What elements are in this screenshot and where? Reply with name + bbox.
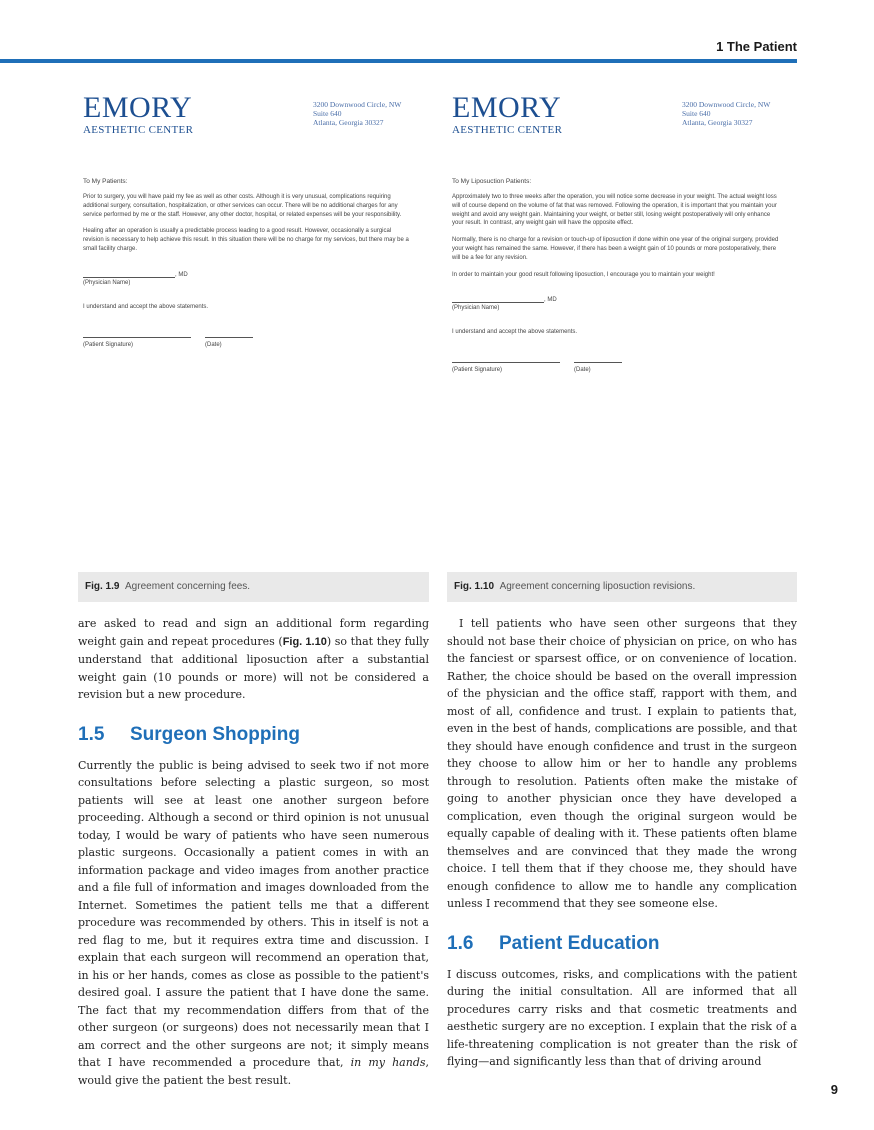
letter-paragraph: Approximately two to three weeks after the operation, you will notice some decrease in your weight. The actual weight loss will of course depend on the volume of fat that was removed. Following the operation, it is important that you maintain your weight and avoid any weight gain. Maintaining your weight, or better still, losing weight postoperatively will only enhance your result. In contrast, any weight gain will have the opposite effect. bbox=[452, 194, 777, 227]
italic-text: in my hands bbox=[350, 1056, 426, 1069]
caption-label: Fig. 1.10 bbox=[454, 581, 495, 592]
address-line: Suite 640 bbox=[313, 109, 342, 118]
address-line: Suite 640 bbox=[682, 109, 711, 118]
acceptance-statement: I understand and accept the above statements. bbox=[83, 303, 209, 310]
emory-logo-subtitle: AESTHETIC CENTER bbox=[452, 124, 563, 136]
body-paragraph: I tell patients who have seen other surgeons that they should not base their choice of physician on price, on who has the fanciest or sparsest office, or on convenience of location. Rather, the choice should be based on the overall impression of the physician and the office staff, rapport with them, and most of all, confidence and trust. I explain to patients that, even in the best of hands, complications are possible, and that they should have enough confidence and trust in the surgeon they choose to allow him or her to handle any problems through to resolution. Patients often make the mistake of going to another physician once they have developed a complication, even though the original surgeon would be equally capable of dealing with it. These patients often blame themselves and are convinced that they made the wrong choice. I tell them that if they choose me, they should have enough confidence to allow me to handle any complication unless I recommend that they see someone else. bbox=[447, 617, 797, 910]
text-run: , would give the patient the best result. bbox=[78, 1056, 430, 1087]
section-title: Patient Education bbox=[499, 932, 660, 954]
address-line: 3200 Downwood Circle, NW bbox=[313, 100, 402, 109]
text-run: ) so that they fully understand that additional liposuction after a substantial weight gain (10 pounds or more) will not be considered a revision but a new procedure. bbox=[78, 634, 429, 701]
body-paragraph: I discuss outcomes, risks, and complications with the patient during the initial consultation. All are informed that all procedures carry risks and that cosmetic treatments and aesthetic surgery are no exception. I explain that the risk of a life-threatening complication is not greater than the risk of flying—and significantly less than that of driving around bbox=[447, 967, 797, 1068]
letter-greeting: To My Liposuction Patients: bbox=[452, 178, 532, 185]
section-number: 1.5 bbox=[78, 723, 105, 745]
patient-signature-label: (Patient Signature) bbox=[452, 367, 503, 374]
address-block bbox=[313, 100, 401, 127]
section-heading bbox=[447, 933, 797, 955]
page-number: 9 bbox=[830, 1082, 838, 1097]
md-suffix: , MD bbox=[175, 271, 188, 278]
md-suffix: , MD bbox=[544, 297, 557, 304]
patient-signature-labels bbox=[83, 342, 423, 348]
physician-name-label: (Physician Name) bbox=[452, 305, 500, 312]
address-block bbox=[682, 100, 770, 127]
patient-signature-lines bbox=[452, 359, 792, 365]
figure-1-10-form bbox=[452, 92, 792, 373]
text-run: Currently the public is being advised to seek two if not more consultations before selecting a plastic surgeon, so most patients will see at least one another surgeon before proceeding. Although a second or third opinion is not unusual today, I would be wary of patients who have seen numerous plastic surgeons. Occasionally a patient comes in with an information package and video images from another practice and a file full of information and images downloaded from the Internet. Sometimes the patient tells me that a different procedure was recommended by others. This in itself is not a red flag to me, but it requires extra time and discussion. I explain that each surgeon will recommend an operation that, in his or her hands, comes as close as possible to the patient's desired goal. I assure the patient that I have done the same. The fact that my recommendation differs from that of the other surgeon (or surgeons) does not necessarily mean that I am correct and the other surgeons are not; it simply means that I have recommended a procedure that, bbox=[78, 758, 429, 1069]
physician-signature-line bbox=[452, 297, 792, 303]
body-paragraph bbox=[78, 615, 429, 704]
patient-signature-label: (Patient Signature) bbox=[83, 341, 134, 348]
letter-paragraph: In order to maintain your good result following liposuction, I encourage you to maintain your weight! bbox=[452, 271, 715, 278]
section-number: 1.6 bbox=[447, 932, 474, 954]
figure-caption bbox=[78, 572, 429, 602]
caption-text: Agreement concerning fees. bbox=[125, 581, 251, 592]
letter-paragraph: Healing after an operation is usually a predictable process leading to a good result. However, occasionally a surgical revision is necessary to help achieve this result. In this situation there will be no charge for my services, but there may be a small facility charge. bbox=[83, 228, 409, 252]
figure-caption bbox=[447, 572, 797, 602]
physician-name-label: (Physician Name) bbox=[83, 279, 131, 286]
emory-logo-title: EMORY bbox=[83, 91, 193, 124]
address-line: Atlanta, Georgia 30327 bbox=[682, 118, 753, 127]
running-head: 1 The Patient bbox=[716, 39, 797, 54]
patient-signature-labels bbox=[452, 367, 792, 373]
figure-reference-link[interactable]: Fig. 1.10 bbox=[282, 635, 327, 648]
section-title: Surgeon Shopping bbox=[130, 723, 300, 745]
figure-1-9-form bbox=[83, 92, 423, 348]
section-heading bbox=[78, 724, 429, 746]
text-run: are asked to read and sign an additional form regarding weight gain and repeat procedures ( bbox=[78, 617, 429, 648]
emory-logo-subtitle: AESTHETIC CENTER bbox=[83, 124, 194, 136]
caption-label: Fig. 1.9 bbox=[85, 581, 120, 592]
right-text-column bbox=[447, 615, 797, 1071]
letter-greeting: To My Patients: bbox=[83, 178, 128, 185]
date-label: (Date) bbox=[574, 367, 591, 374]
left-text-column bbox=[78, 615, 429, 1089]
letter-paragraph: Prior to surgery, you will have paid my fee as well as other costs. Although it is very unusual, complications requiring additional surgery, consultation, hospitalization, or other services can occur. There will be no additional charges for any service performed by me or the staff. However, any other doctor, hospital, or related expenses will be your responsibility. bbox=[83, 194, 402, 218]
physician-signature-line bbox=[83, 272, 423, 278]
letter-paragraph: Normally, there is no charge for a revision or touch-up of liposuction if done within one year of the original surgery, provided your weight has remained the same. However, if there has been a weight gain of 10 pounds or more postoperatively, there will be a fee for any revision. bbox=[452, 237, 779, 261]
header-rule bbox=[0, 59, 797, 63]
acceptance-statement: I understand and accept the above statements. bbox=[452, 329, 578, 336]
body-paragraph bbox=[78, 757, 429, 1090]
address-line: 3200 Downwood Circle, NW bbox=[682, 100, 771, 109]
patient-signature-lines bbox=[83, 334, 423, 340]
address-line: Atlanta, Georgia 30327 bbox=[313, 118, 384, 127]
date-label: (Date) bbox=[205, 341, 222, 348]
caption-text: Agreement concerning liposuction revisions. bbox=[499, 581, 696, 592]
emory-logo-title: EMORY bbox=[452, 91, 562, 124]
